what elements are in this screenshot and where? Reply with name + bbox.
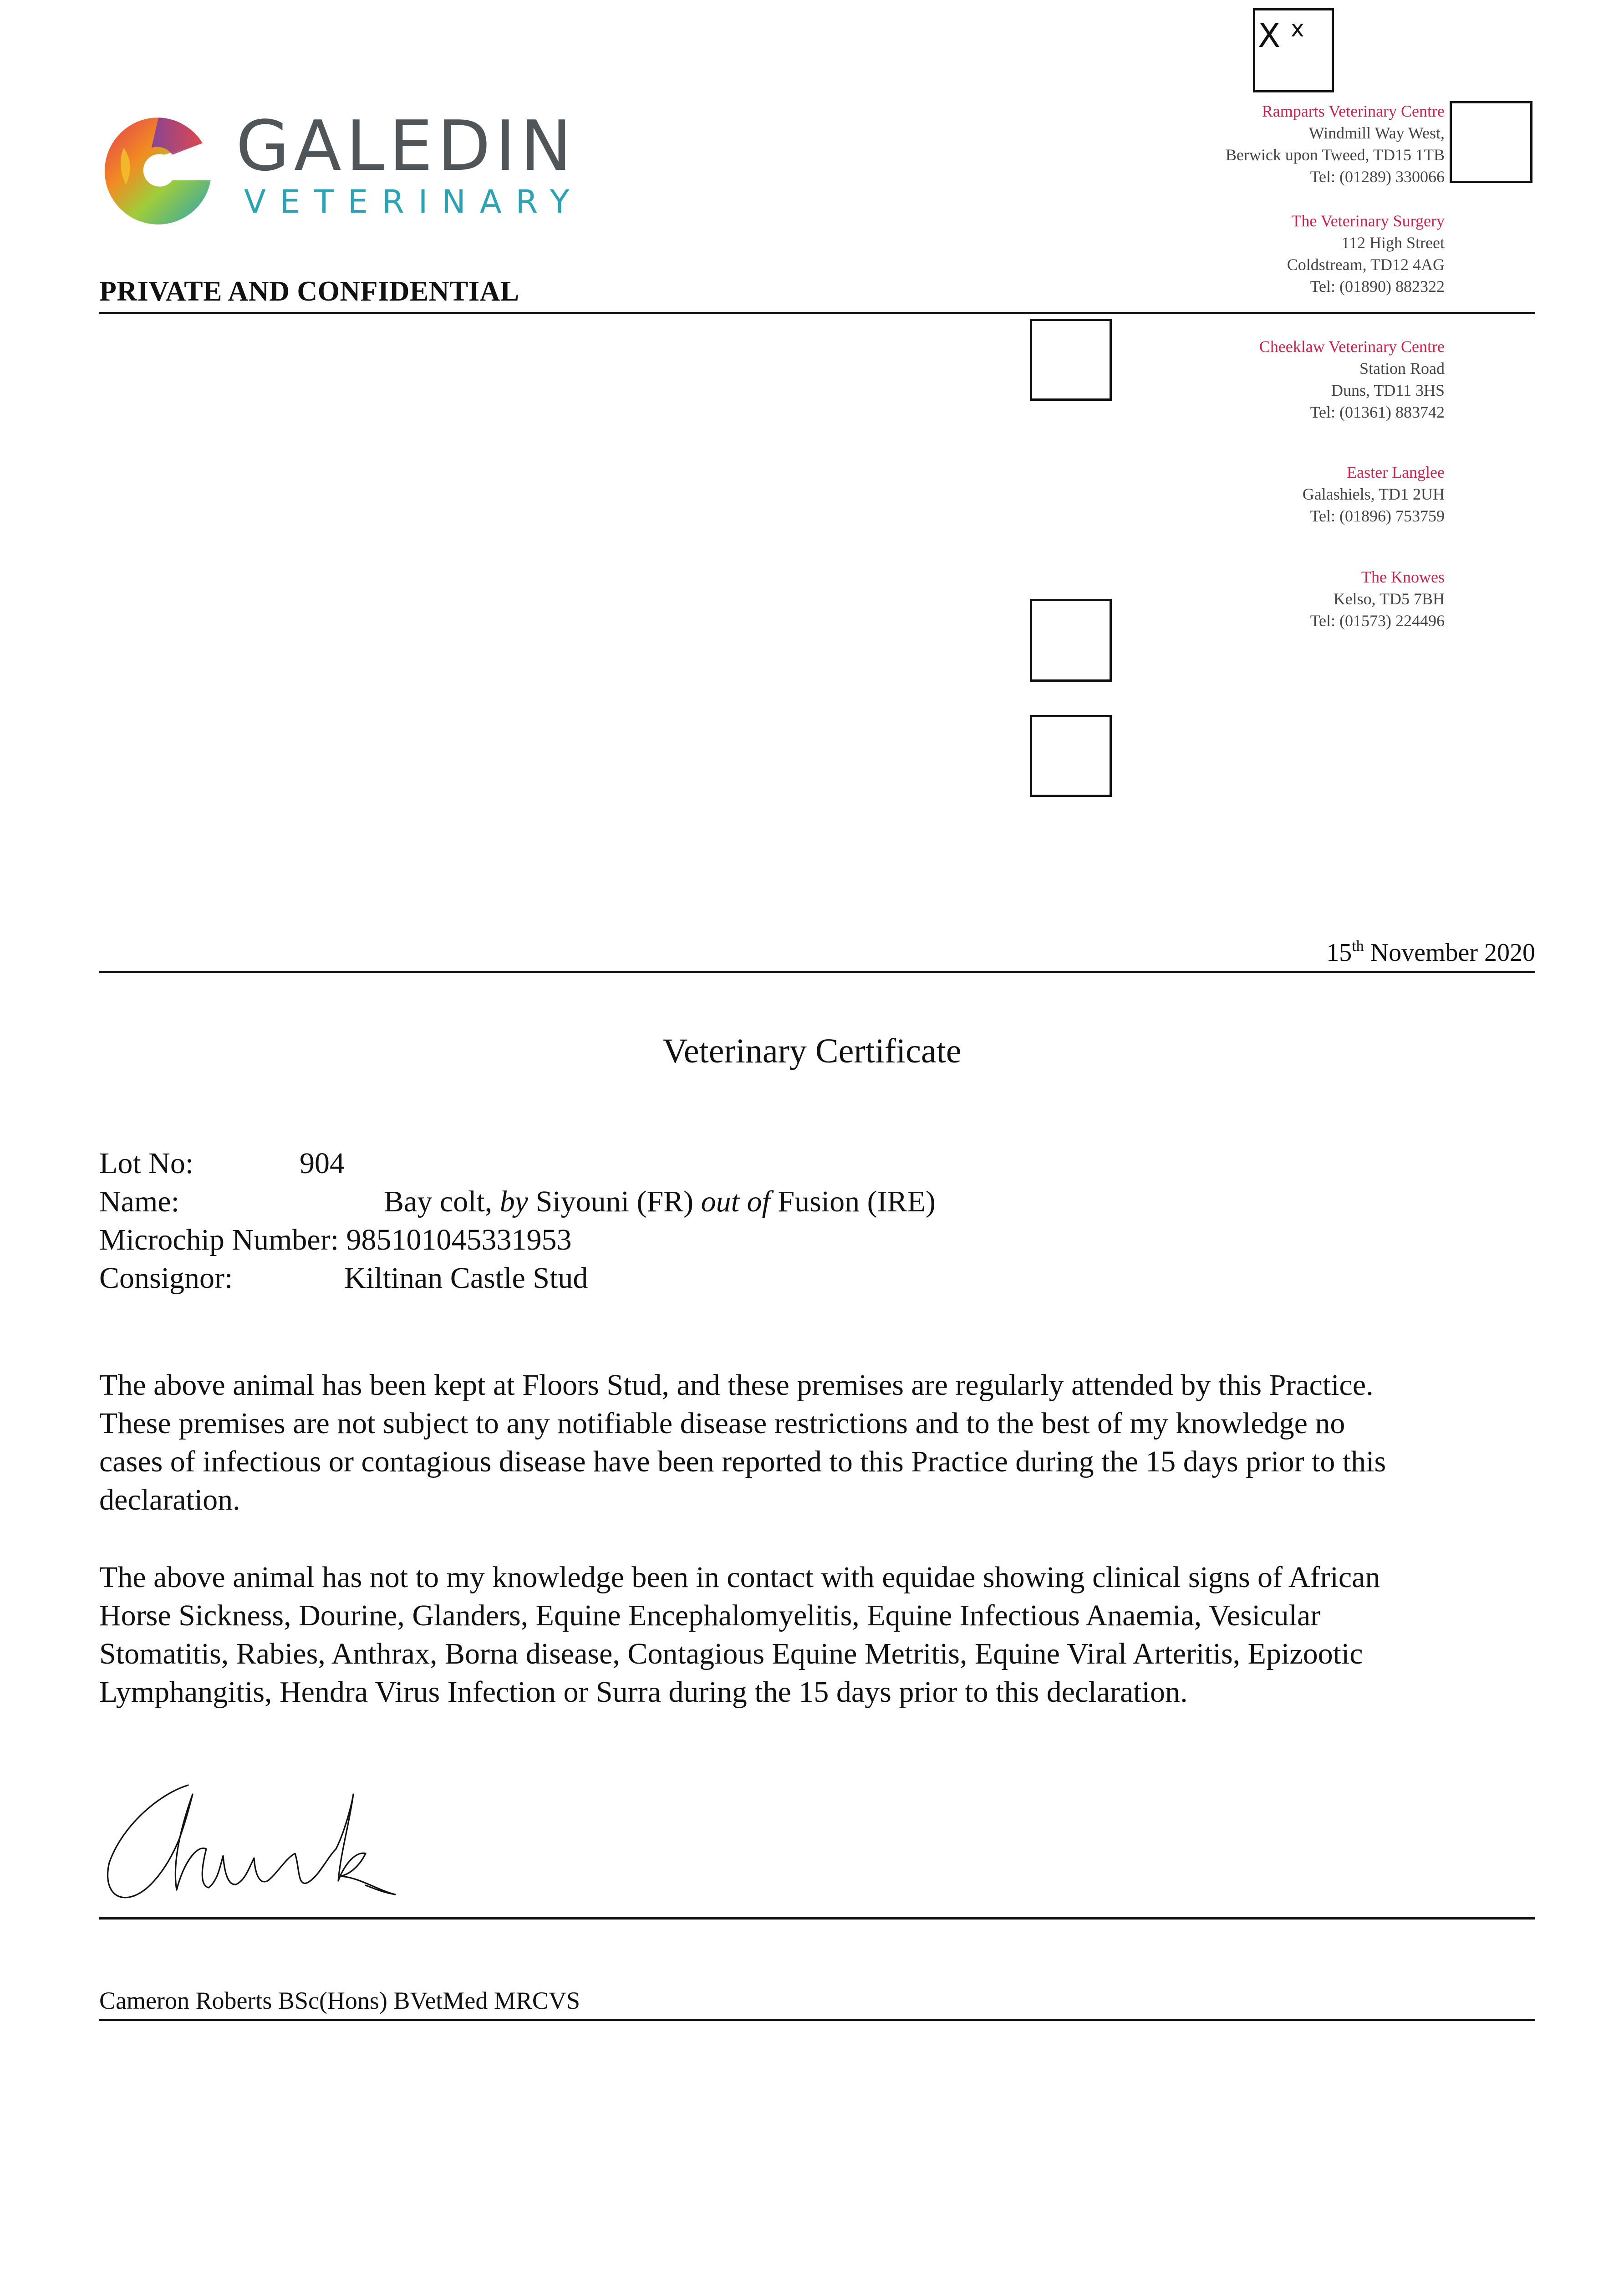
declaration-paragraph-2 xyxy=(99,1558,1538,1711)
practice-name: The Knowes xyxy=(1361,568,1445,586)
practice-name: Easter Langlee xyxy=(1347,463,1445,481)
practice-the-knowes xyxy=(1310,566,1445,632)
letter-date xyxy=(1326,938,1535,967)
practice-line: Berwick upon Tweed, TD15 1TB xyxy=(1225,146,1445,164)
lot-row xyxy=(99,1147,345,1180)
paragraph-line: cases of infectious or contagious disease have been reported to this Practice during the 15 days prior to this xyxy=(99,1445,1386,1478)
name-row xyxy=(99,1185,936,1218)
practice-name: The Veterinary Surgery xyxy=(1291,212,1445,230)
lot-value: 904 xyxy=(300,1147,345,1180)
logo-sub-text: VETERINARY xyxy=(244,183,584,220)
date-suffix: th xyxy=(1352,938,1364,955)
name-value xyxy=(384,1187,936,1217)
signer-name: Cameron Roberts BSc(Hons) BVetMed MRCVS xyxy=(99,1987,580,2014)
confidential-label: PRIVATE AND CONFIDENTIAL xyxy=(99,276,519,307)
declaration-paragraph-1 xyxy=(99,1366,1538,1519)
name-by: by xyxy=(499,1185,529,1218)
name-out-of: out of xyxy=(701,1185,770,1218)
practice-cheeklaw xyxy=(1259,336,1445,423)
checkbox-right[interactable] xyxy=(1450,101,1532,183)
certificate-title: Veterinary Certificate xyxy=(662,1032,962,1070)
practice-name: Cheeklaw Veterinary Centre xyxy=(1259,337,1445,356)
galedin-logo xyxy=(99,106,584,232)
consignor-row xyxy=(99,1261,588,1295)
microchip-row xyxy=(99,1225,572,1255)
practice-ramparts xyxy=(1226,100,1445,188)
paragraph-line: Lymphangitis, Hendra Virus Infection or Surra during the 15 days prior to this declaration. xyxy=(99,1675,1188,1709)
name-part: Bay colt, xyxy=(384,1185,493,1218)
practice-line: Coldstream, TD12 4AG xyxy=(1287,255,1445,274)
practice-line: Tel: (01573) 224496 xyxy=(1310,612,1445,630)
date-rest: November 2020 xyxy=(1370,939,1535,967)
lot-label: Lot No: xyxy=(99,1147,194,1180)
microchip-label: Microchip Number: xyxy=(99,1223,339,1256)
microchip-value: 985101045331953 xyxy=(346,1223,572,1256)
practice-line: Tel: (01890) 882322 xyxy=(1310,277,1445,296)
practice-line: Kelso, TD5 7BH xyxy=(1333,590,1445,608)
checkbox-mark: X xyxy=(1258,16,1281,55)
practice-line: Windmill Way West, xyxy=(1308,124,1445,142)
checkbox-b[interactable] xyxy=(1030,599,1112,682)
paragraph-line: Horse Sickness, Dourine, Glanders, Equine Encephalomyelitis, Equine Infectious Anaemia, Vesicular xyxy=(99,1599,1321,1632)
date-divider xyxy=(99,971,1535,973)
practice-line: Tel: (01361) 883742 xyxy=(1310,403,1445,421)
paragraph-line: declaration. xyxy=(99,1483,240,1516)
checkbox-c[interactable] xyxy=(1030,715,1112,797)
paragraph-line: These premises are not subject to any notifiable disease restrictions and to the best of my knowledge no xyxy=(99,1407,1345,1440)
name-sire: Siyouni (FR) xyxy=(535,1185,694,1218)
consignor-value: Kiltinan Castle Stud xyxy=(344,1261,588,1295)
practice-name: Ramparts Veterinary Centre xyxy=(1262,102,1445,120)
checkbox-a[interactable] xyxy=(1030,319,1112,401)
checkbox-mark-small: x xyxy=(1291,15,1304,42)
header-divider xyxy=(99,312,1535,314)
name-dam: Fusion (IRE) xyxy=(778,1185,936,1218)
handwritten-signature xyxy=(104,1776,413,1908)
practice-line: Galashiels, TD1 2UH xyxy=(1302,485,1445,503)
logo-brand-text: GALEDIN xyxy=(236,106,577,186)
practice-line: 112 High Street xyxy=(1341,234,1445,252)
practice-easter-langlee xyxy=(1303,461,1445,527)
practice-line: Tel: (01896) 753759 xyxy=(1310,507,1445,525)
signer-divider xyxy=(99,2019,1535,2021)
name-label: Name: xyxy=(99,1185,179,1218)
practice-line: Station Road xyxy=(1359,359,1445,378)
practice-line: Tel: (01289) 330066 xyxy=(1310,168,1445,186)
signature-divider xyxy=(99,1917,1535,1920)
consignor-label: Consignor: xyxy=(99,1261,233,1295)
date-day: 15 xyxy=(1326,939,1352,967)
paragraph-line: Stomatitis, Rabies, Anthrax, Borna disease, Contagious Equine Metritis, Equine Viral Arteritis, Epizootic xyxy=(99,1637,1363,1670)
paragraph-line: The above animal has not to my knowledge been in contact with equidae showing clinical signs of African xyxy=(99,1561,1380,1594)
practice-line: Duns, TD11 3HS xyxy=(1331,381,1445,399)
galedin-logo-mark-icon xyxy=(99,113,218,229)
practice-veterinary-surgery xyxy=(1287,210,1445,297)
paragraph-line: The above animal has been kept at Floors Stud, and these premises are regularly attended by this Practice. xyxy=(99,1368,1374,1402)
